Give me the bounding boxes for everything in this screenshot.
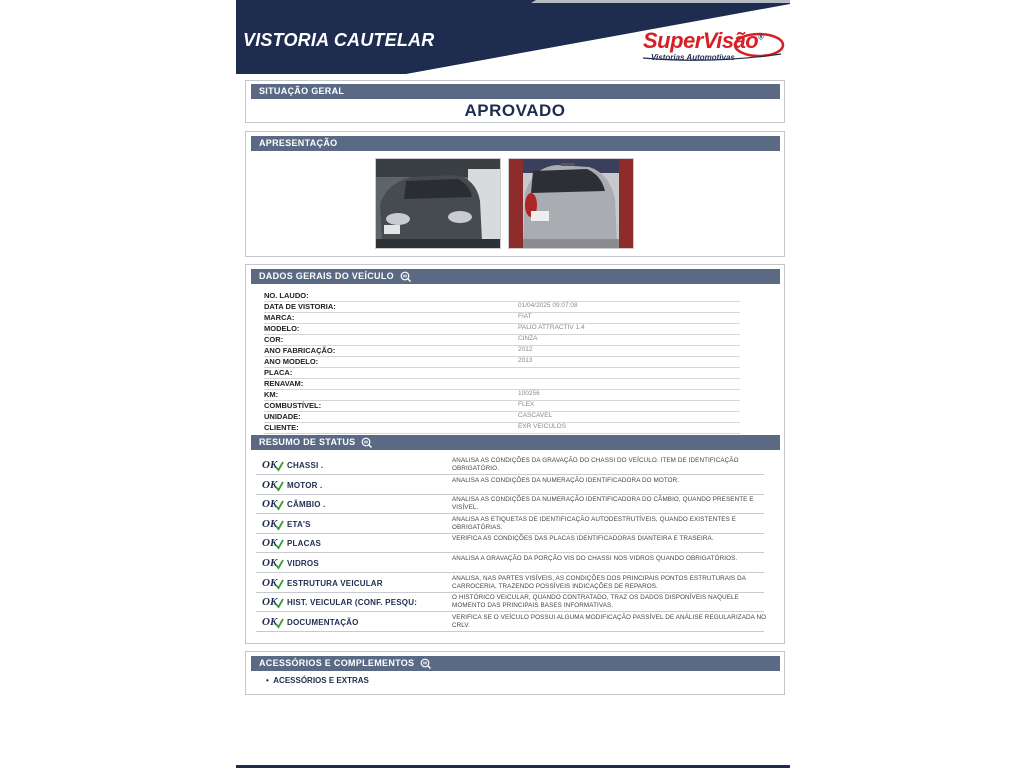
dados-value: 100256 — [518, 390, 540, 397]
report-page — [236, 0, 790, 768]
status-item-desc: VERIFICA AS CONDIÇÕES DAS PLACAS IDENTIFICADORAS DIANTEIRA E TRASEIRA. — [452, 535, 714, 543]
status-item-desc: ANALISA AS CONDIÇÕES DA GRAVAÇÃO DO CHASSI DO VEÍCULO. ITEM DE IDENTIFICAÇÃO OBRIGATÓRIO. — [452, 457, 739, 472]
magnifier-icon — [420, 658, 431, 669]
logo-subtitle: Vistorias Automotivas — [651, 53, 735, 62]
status-item-name: DOCUMENTAÇÃO — [287, 617, 359, 627]
status-item-desc: ANALISA A GRAVAÇÃO DA PORÇÃO VIS DO CHASSI NOS VIDROS QUANDO OBRIGATÓRIOS. — [452, 555, 738, 562]
status-item-name: ETA'S — [287, 519, 311, 529]
dados-value: CINZA — [518, 335, 538, 342]
dados-value: EXR VEICULOS — [518, 423, 567, 430]
dados-value: CASCAVEL — [518, 412, 553, 419]
vehicle-front-photo[interactable] — [375, 158, 501, 249]
report-header — [236, 0, 790, 74]
dados-label: PLACA: — [264, 368, 293, 377]
dados-label: KM: — [264, 390, 279, 399]
vehicle-rear-photo[interactable] — [508, 158, 634, 249]
bullet: • — [266, 676, 269, 685]
status-row — [256, 514, 764, 534]
status-item-name: VIDROS — [287, 559, 319, 568]
dados-label: ANO MODELO: — [264, 357, 319, 366]
dados-label: CLIENTE: — [264, 423, 299, 432]
logo-super: Super — [643, 28, 703, 53]
apresentacao-heading: APRESENTAÇÃO — [251, 136, 780, 151]
ok-check-icon — [262, 556, 284, 570]
ok-check-icon — [262, 517, 284, 531]
status-row — [256, 533, 764, 553]
ok-label: OK — [262, 537, 278, 550]
dados-value: 2012 — [518, 346, 533, 353]
ok-check-icon — [262, 536, 284, 550]
logo-visao: Visão — [702, 28, 759, 53]
status-row — [256, 455, 764, 475]
magnifier-icon — [400, 271, 411, 282]
status-item-desc: ANALISA, NAS PARTES VISÍVEIS, AS CONDIÇÕES DOS PRINCIPAIS PONTOS ESTRUTURAIS DA CARROCERIA, TRAZENDO POSSÍVEIS INDICAÇÕES DE REPAROS. — [452, 574, 746, 590]
ok-label: OK — [262, 596, 278, 609]
acessorios-section — [245, 651, 785, 695]
ok-label: OK — [262, 517, 278, 530]
status-item-name: HIST. VEICULAR (CONF. PESQU: — [287, 598, 418, 608]
dados-value: PALIO ATTRACTIV 1.4 — [518, 324, 585, 331]
ok-label: OK — [262, 478, 278, 491]
status-item-desc: ANALISA AS CONDIÇÕES DA NUMERAÇÃO IDENTIFICADORA DO CÂMBIO, QUANDO PRESENTE E VISÍVEL. — [452, 496, 754, 512]
dados-label: COMBUSTÍVEL: — [264, 401, 322, 410]
status-row — [256, 573, 764, 593]
dados-label: RENAVAM: — [264, 379, 304, 388]
situacao-geral-section — [245, 80, 785, 123]
report-title: VISTORIA CAUTELAR — [243, 30, 435, 50]
dados-label: NO. LAUDO: — [264, 291, 309, 300]
dados-value: FIAT — [518, 313, 532, 320]
acessorios-item — [266, 676, 369, 685]
status-aprovado: APROVADO — [464, 101, 566, 120]
dados-value: FLEX — [518, 401, 535, 408]
dados-label: MODELO: — [264, 324, 300, 333]
ok-check-icon — [262, 497, 284, 511]
dados-gerais-heading: DADOS GERAIS DO VEÍCULO — [251, 269, 780, 284]
magnifier-icon — [361, 437, 372, 448]
status-item-name: CHASSI . — [287, 461, 324, 470]
status-item-desc: ANALISA AS ETIQUETAS DE IDENTIFICAÇÃO AUTODESTRUTÍVEIS, QUANDO EXISTENTES E OBRIGATÓRIAS. — [452, 515, 737, 531]
dados-value: 01/04/2025 09:07:08 — [518, 302, 578, 309]
dados-resumo-section — [245, 264, 785, 644]
ok-label: OK — [262, 576, 278, 589]
status-item-name: CÂMBIO . — [287, 500, 326, 510]
status-item-desc: ANALISA AS CONDIÇÕES DA NUMERAÇÃO IDENTIFICADORA DO MOTOR. — [452, 476, 680, 484]
acessorios-item-label: ACESSÓRIOS E EXTRAS — [273, 676, 369, 685]
ok-label: OK — [262, 459, 278, 471]
resumo-status-heading: RESUMO DE STATUS — [251, 435, 780, 450]
status-row — [256, 553, 764, 573]
acessorios-heading: ACESSÓRIOS E COMPLEMENTOS — [251, 656, 780, 671]
situacao-geral-heading: SITUAÇÃO GERAL — [251, 84, 780, 99]
dados-label: UNIDADE: — [264, 412, 301, 421]
status-item-name: ESTRUTURA VEICULAR — [287, 578, 383, 588]
ok-label: OK — [262, 557, 278, 569]
status-row — [256, 475, 764, 495]
dados-value: 2013 — [518, 357, 533, 364]
ok-check-icon — [262, 576, 284, 590]
status-item-name: PLACAS — [287, 539, 322, 549]
status-row — [256, 612, 767, 632]
apresentacao-section — [245, 131, 785, 257]
status-row — [256, 592, 764, 612]
supervisao-logo — [641, 28, 786, 68]
logo-registered: ® — [758, 34, 763, 42]
dados-label: ANO FABRICAÇÃO: — [264, 346, 336, 355]
status-item-desc: O HISTÓRICO VEICULAR, QUANDO CONTRATADO, TRAZ OS DADOS DISPONÍVEIS NAQUELE MOMENTO DAS PRINCIPAIS BASES INFORMATIVAS. — [452, 594, 739, 610]
ok-check-icon — [262, 478, 284, 492]
dados-label: COR: — [264, 335, 284, 344]
dados-label: DATA DE VISTORIA: — [264, 302, 336, 311]
status-item-name: MOTOR . — [287, 480, 323, 490]
status-row — [256, 494, 764, 514]
dados-label: MARCA: — [264, 313, 295, 322]
status-item-desc: VERIFICA SE O VEÍCULO POSSUI ALGUMA MODIFICAÇÃO PASSÍVEL DE ANÁLISE REGULARIZADA NO CRLV. — [452, 613, 767, 629]
ok-check-icon — [262, 458, 284, 472]
ok-label: OK — [262, 498, 278, 511]
dados-row — [264, 422, 740, 434]
ok-label: OK — [262, 615, 278, 628]
ok-check-icon — [262, 615, 284, 629]
ok-check-icon — [262, 595, 284, 609]
